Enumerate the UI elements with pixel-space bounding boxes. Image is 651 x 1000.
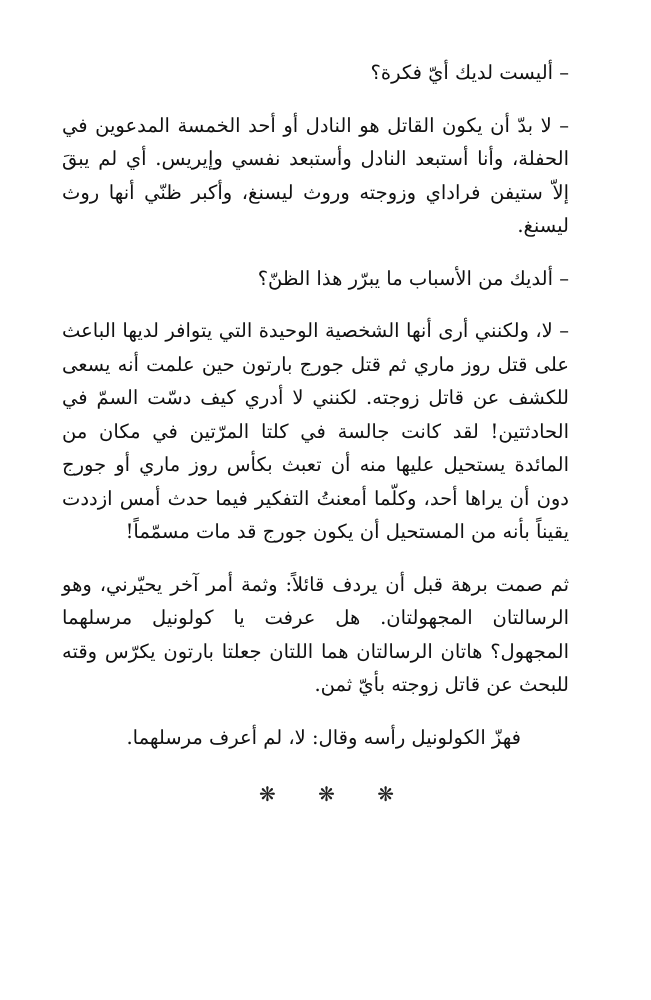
narration-paragraph-1: ثم صمت برهة قبل أن يردف قائلاً: وثمة أمر آخر يحيّرني، وهو الرسالتان المجهولتان. هل عرفت يا كولونيل مرسلهما المجهول؟ هاتان الرسالتان هما اللتان جعلتا بارتون يكرّس وقته للبحث عن قاتل زوجته بأيّ ثمن. (62, 572, 569, 696)
dialogue-line-4: – لا، ولكنني أرى أنها الشخصية الوحيدة التي يتوافر لديها الباعث على قتل روز ماري ثم قتل جورج بارتون حين علمت أنه يسعى للكشف عن قاتل زوجته. لكنني لا أدري كيف دسّت السمّ في الحادثتين! لقد كانت جالسة في كلتا المرّتين في مكان من المائدة يستحيل عليها منه أن تعبث بكأس روز ماري أو جورج دون أن يراها أحد، وكلّما أمعنتُ التفكير فيما حدث أمس ازددت يقيناً بأنه من المستحيل أن يكون جورج قد مات مسمّماً! (62, 319, 569, 543)
section-separator: ❋ ❋ ❋ (259, 782, 412, 806)
page-body (62, 56, 591, 806)
dialogue-line-1: – أليست لديك أيّ فكرة؟ (370, 61, 569, 84)
dialogue-line-2: – لا بدّ أن يكون القاتل هو النادل أو أحد الخمسة المدعوين في الحفلة، وأنا أستبعد النادل وأستبعد نفسي وإيريس. أي لم يبقَ إلاّ ستيفن فراداي وزوجته وروث ليسنغ، وأكبر ظنّي أنها روث ليسنغ. (62, 113, 569, 237)
narration-paragraph-2: فهزّ الكولونيل رأسه وقال: لا، لم أعرف مرسلهما. (126, 725, 521, 749)
dialogue-line-3: – ألديك من الأسباب ما يبرّر هذا الظنّ؟ (257, 266, 569, 290)
